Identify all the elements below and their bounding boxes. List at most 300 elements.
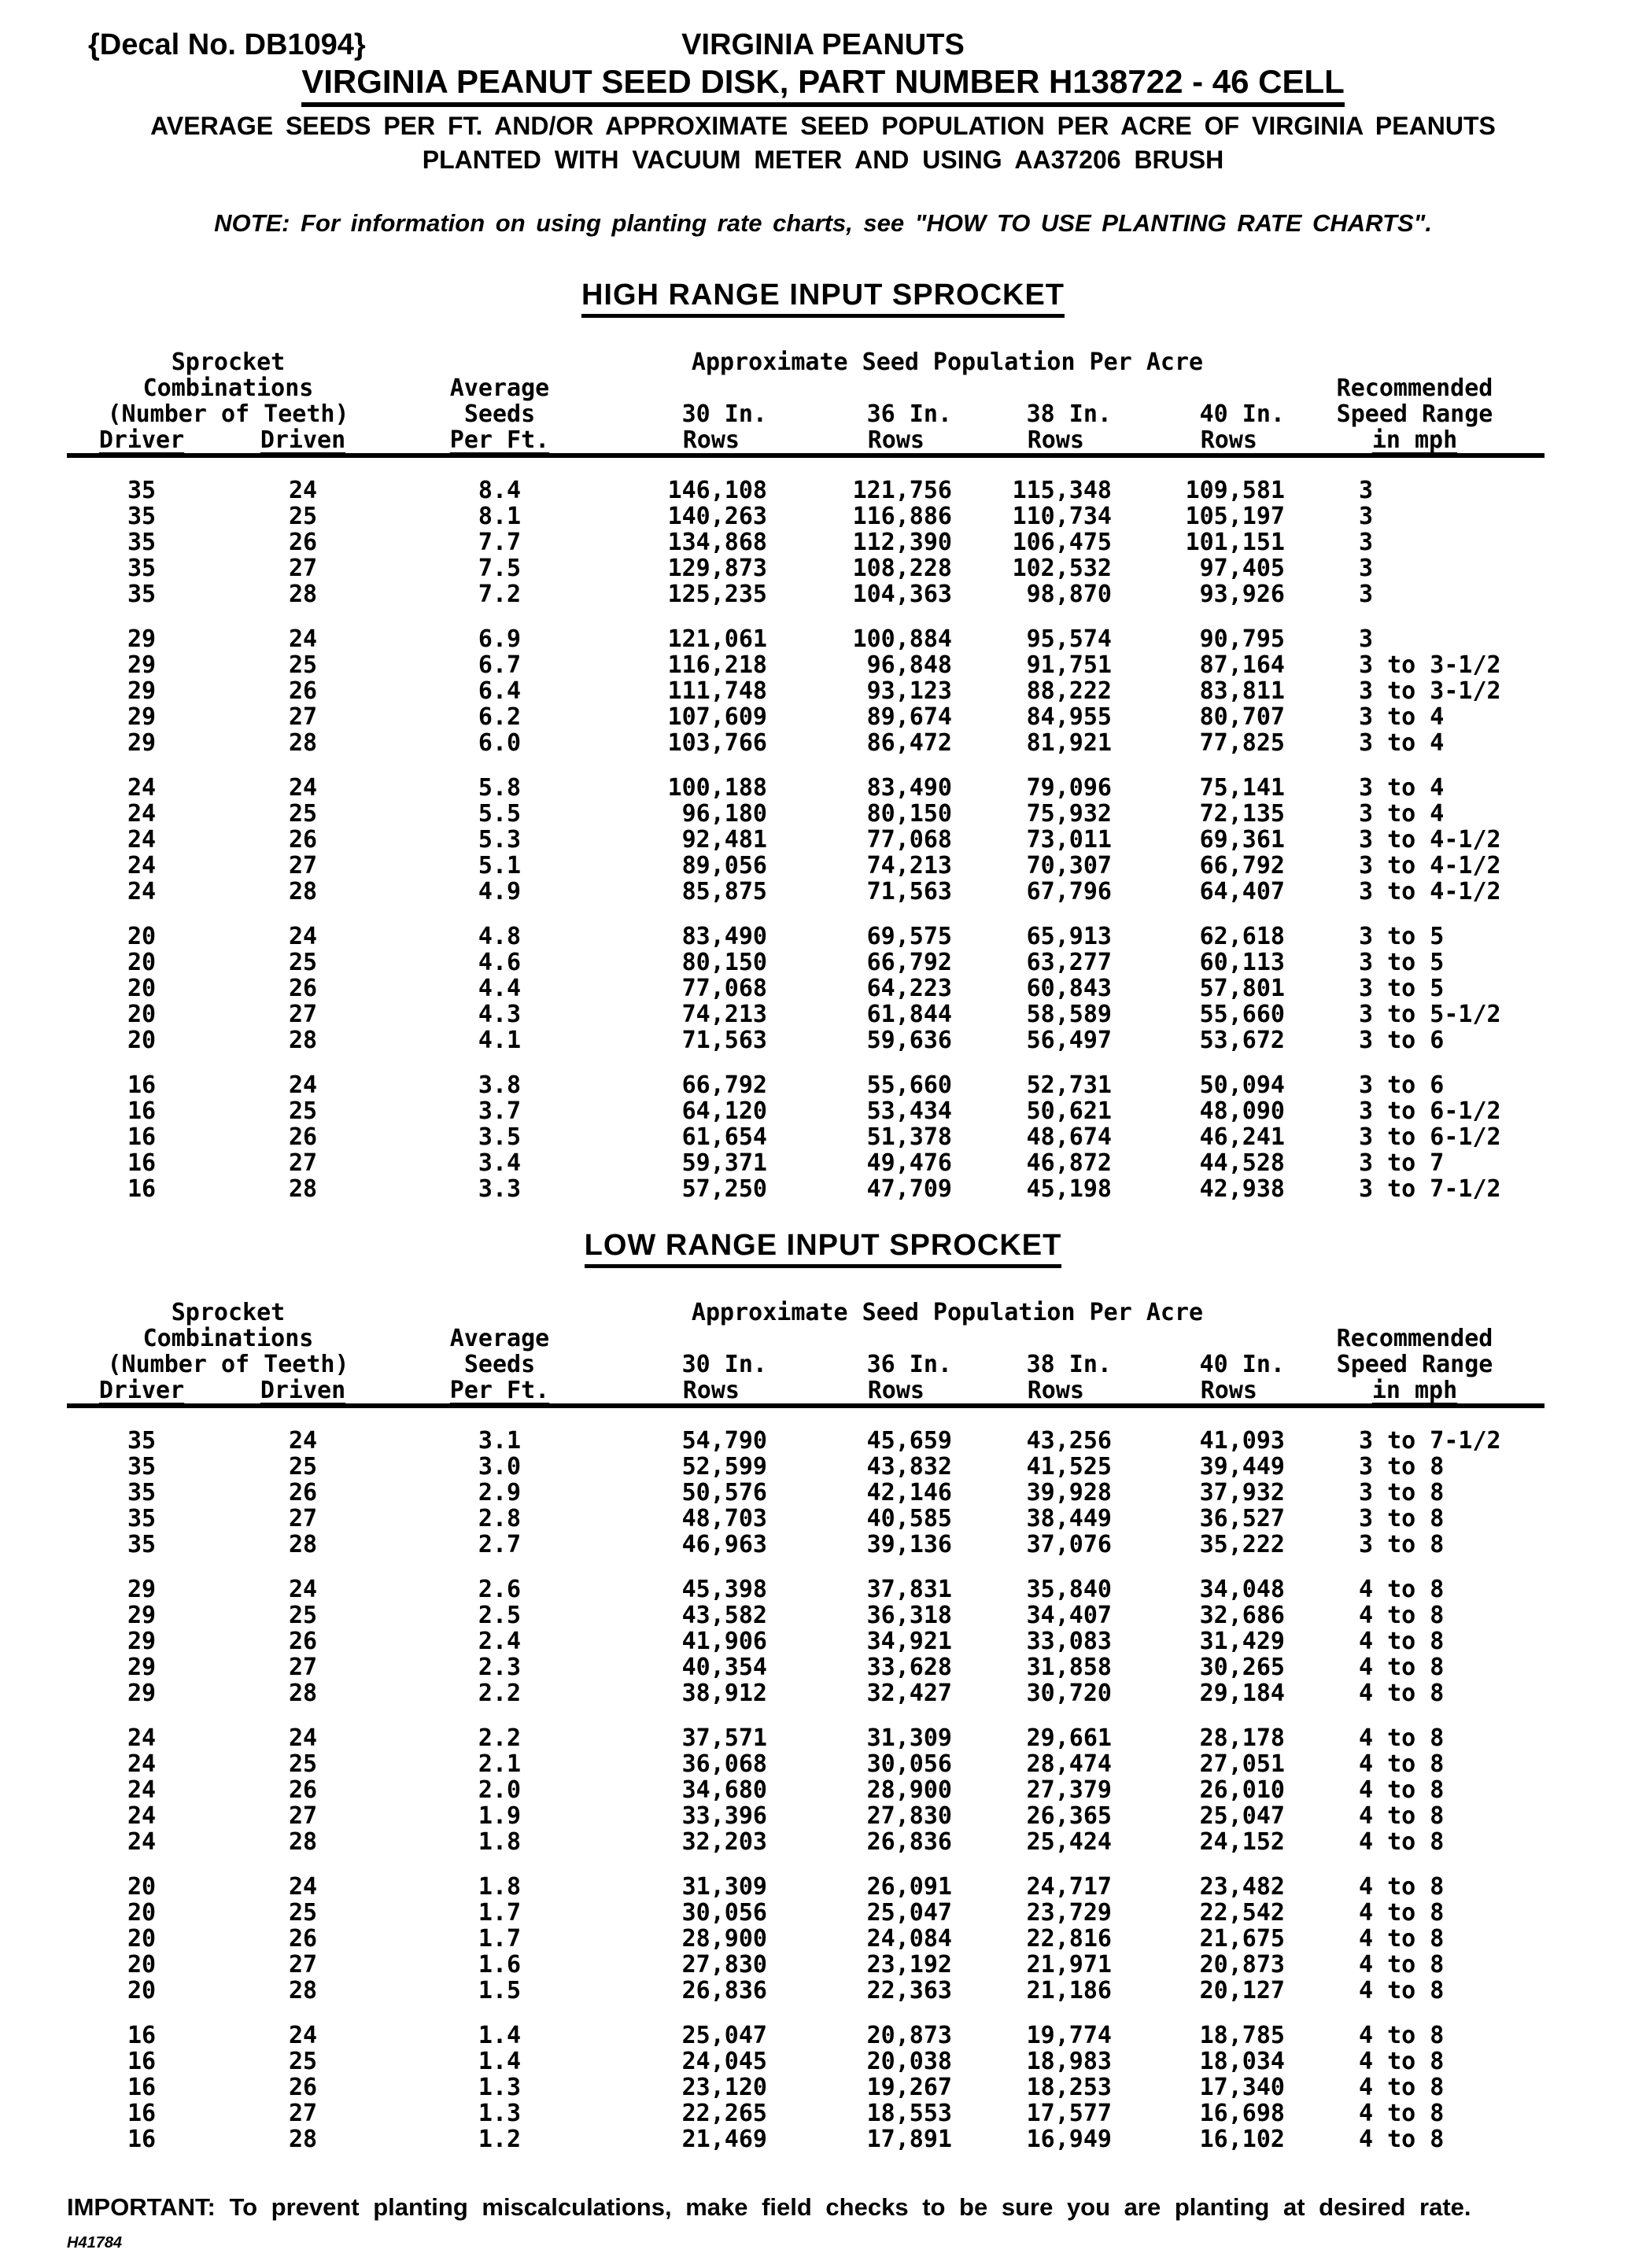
seeds-per-ft-cell: 3.0 [478, 1453, 522, 1481]
seeds-per-ft-cell: 4.4 [478, 975, 522, 1002]
rows-header-40: Rows [1112, 427, 1285, 455]
pop-36in-cell: 31,309 [866, 1724, 952, 1752]
driven-cell: 28 [288, 1680, 318, 1707]
pop-36in-cell: 25,047 [866, 1899, 952, 1927]
pop-38in-cell: 102,532 [1012, 555, 1112, 582]
pop-40in-cell: 80,707 [1199, 703, 1285, 731]
driven-cell: 25 [288, 1453, 318, 1481]
pop-38in-cell: 33,083 [1026, 1628, 1112, 1655]
speed-range-cell: 3 to 3-1/2 [1359, 651, 1501, 679]
pop-30in-cell: 116,218 [667, 651, 767, 679]
block-spacer [67, 455, 1545, 478]
pop-30in-cell: 89,056 [681, 852, 767, 880]
pop-38in-cell: 18,983 [1026, 2048, 1112, 2075]
page-title: VIRGINIA PEANUTS [681, 28, 965, 61]
driver-cell: 24 [127, 1750, 157, 1778]
driver-cell: 16 [127, 2022, 157, 2049]
pop-40in-cell: 87,164 [1199, 651, 1285, 679]
high-range-table-body [67, 455, 1545, 1202]
seeds-per-ft-cell: 1.9 [478, 1802, 522, 1830]
pop-30in-cell: 24,045 [681, 2048, 767, 2075]
population-header: Approximate Seed Population Per Acre [691, 1299, 1204, 1326]
pop-36in-cell: 112,390 [852, 529, 952, 556]
pop-36in-cell: 43,832 [866, 1453, 952, 1481]
speed-range-cell: 4 to 8 [1359, 1628, 1445, 1655]
pop-38in-cell: 110,734 [1012, 503, 1112, 530]
table-row [67, 555, 1545, 581]
pop-38in-cell: 35,840 [1026, 1576, 1112, 1603]
pop-30in-cell: 146,108 [667, 477, 767, 504]
pop-36in-cell: 26,836 [866, 1828, 952, 1856]
seeds-per-ft-cell: 2.4 [478, 1628, 522, 1655]
speed-range-cell: 4 to 8 [1359, 1802, 1445, 1830]
pop-38in-cell: 98,870 [1026, 581, 1112, 608]
driven-cell: 24 [288, 774, 318, 802]
pop-30in-cell: 74,213 [681, 1001, 767, 1028]
driver-cell: 29 [127, 1602, 157, 1629]
pop-30in-cell: 66,792 [681, 1071, 767, 1099]
pop-30in-cell: 37,571 [681, 1724, 767, 1752]
pop-30in-cell: 43,582 [681, 1602, 767, 1629]
pop-38in-cell: 63,277 [1026, 949, 1112, 976]
seeds-per-ft-cell: 2.2 [478, 1724, 522, 1752]
table-row [67, 1124, 1545, 1150]
driver-cell: 35 [127, 1505, 157, 1532]
pop-40in-cell: 30,265 [1199, 1654, 1285, 1681]
speed-range-cell: 3 to 7-1/2 [1359, 1427, 1501, 1455]
seeds-per-ft-cell: 5.8 [478, 774, 522, 802]
driven-cell: 28 [288, 1027, 318, 1054]
seeds-header: Seeds [463, 400, 536, 428]
pop-30in-cell: 50,576 [681, 1479, 767, 1506]
speed-range-cell: 3 to 5-1/2 [1359, 1001, 1501, 1028]
block-spacer [67, 2004, 1545, 2023]
pop-38in-cell: 43,256 [1026, 1427, 1112, 1455]
pop-36in-cell: 77,068 [866, 826, 952, 854]
recommended-header: Recommended [1336, 1325, 1493, 1352]
table-row [67, 1480, 1545, 1506]
pop-38in-cell: 28,474 [1026, 1750, 1112, 1778]
pop-30in-cell: 83,490 [681, 923, 767, 950]
block-spacer [67, 905, 1545, 924]
driven-cell: 28 [288, 729, 318, 757]
speed-range-cell: 4 to 8 [1359, 1977, 1445, 2004]
pop-40in-cell: 39,449 [1199, 1453, 1285, 1481]
pop-30in-cell: 38,912 [681, 1680, 767, 1707]
pop-40in-cell: 72,135 [1199, 800, 1285, 828]
driver-cell: 24 [127, 852, 157, 880]
seeds-per-ft-cell: 1.7 [478, 1899, 522, 1927]
pop-36in-cell: 89,674 [866, 703, 952, 731]
pop-38in-cell: 79,096 [1026, 774, 1112, 802]
col-38in-header: 38 In. [1026, 1351, 1112, 1378]
pop-36in-cell: 26,091 [866, 1873, 952, 1901]
high-range-section-title: HIGH RANGE INPUT SPROCKET [581, 278, 1065, 318]
pop-40in-cell: 48,090 [1199, 1097, 1285, 1125]
driver-cell: 29 [127, 729, 157, 757]
pop-38in-cell: 27,379 [1026, 1776, 1112, 1804]
rows-header-30: Rows [610, 427, 767, 455]
pop-38in-cell: 70,307 [1026, 852, 1112, 880]
col-36in-header: 36 In. [866, 1351, 952, 1378]
pop-30in-cell: 21,469 [681, 2126, 767, 2153]
rows-header-36: Rows [767, 1377, 952, 1406]
driver-header: Driver [67, 1377, 216, 1406]
driven-cell: 26 [288, 975, 318, 1002]
table-row [67, 950, 1545, 975]
speed-range-cell: 4 to 8 [1359, 1873, 1445, 1901]
block-spacer [67, 607, 1545, 626]
speed-range-cell: 4 to 8 [1359, 2048, 1445, 2075]
pop-40in-cell: 57,801 [1199, 975, 1285, 1002]
pop-40in-cell: 37,932 [1199, 1479, 1285, 1506]
pop-38in-cell: 24,717 [1026, 1873, 1112, 1901]
pop-40in-cell: 36,527 [1199, 1505, 1285, 1532]
table-row [67, 503, 1545, 529]
driver-cell: 16 [127, 1097, 157, 1125]
driven-header: Driven [216, 427, 389, 455]
speed-range-header: Speed Range [1336, 400, 1493, 428]
seeds-per-ft-cell: 4.8 [478, 923, 522, 950]
pop-38in-cell: 95,574 [1026, 625, 1112, 653]
pop-36in-cell: 42,146 [866, 1479, 952, 1506]
driver-cell: 35 [127, 555, 157, 582]
pop-30in-cell: 59,371 [681, 1149, 767, 1177]
pop-36in-cell: 17,891 [866, 2126, 952, 2153]
col-36in-header: 36 In. [866, 400, 952, 428]
pop-36in-cell: 80,150 [866, 800, 952, 828]
subtitle-line-2: PLANTED WITH VACUUM METER AND USING AA37206 BRUSH [422, 146, 1224, 174]
driven-cell: 25 [288, 2048, 318, 2075]
pop-30in-cell: 45,398 [681, 1576, 767, 1603]
pop-30in-cell: 54,790 [681, 1427, 767, 1455]
pop-38in-cell: 91,751 [1026, 651, 1112, 679]
pop-38in-cell: 65,913 [1026, 923, 1112, 950]
average-header: Average [449, 374, 550, 402]
mph-header: in mph [1285, 1377, 1545, 1406]
block-spacer [67, 1855, 1545, 1874]
speed-range-cell: 3 [1359, 503, 1374, 530]
pop-38in-cell: 17,577 [1026, 2100, 1112, 2127]
driver-cell: 24 [127, 1724, 157, 1752]
pop-36in-cell: 30,056 [866, 1750, 952, 1778]
speed-range-cell: 3 to 6 [1359, 1027, 1445, 1054]
pop-30in-cell: 36,068 [681, 1750, 767, 1778]
sprocket-header: Sprocket [171, 348, 286, 376]
pop-30in-cell: 23,120 [681, 2074, 767, 2101]
col-38in-header: 38 In. [1026, 400, 1112, 428]
driven-cell: 26 [288, 2074, 318, 2101]
pop-38in-cell: 21,971 [1026, 1951, 1112, 1979]
pop-30in-cell: 46,963 [681, 1531, 767, 1558]
driven-cell: 26 [288, 1479, 318, 1506]
speed-range-cell: 3 to 7 [1359, 1149, 1445, 1177]
block-spacer [67, 1558, 1545, 1577]
pop-38in-cell: 81,921 [1026, 729, 1112, 757]
pop-40in-cell: 44,528 [1199, 1149, 1285, 1177]
table-row [67, 1803, 1545, 1829]
seeds-per-ft-cell: 1.2 [478, 2126, 522, 2153]
seeds-header: Seeds [463, 1351, 536, 1378]
combinations-header: Combinations [142, 374, 314, 402]
pop-40in-cell: 69,361 [1199, 826, 1285, 854]
driver-cell: 35 [127, 1479, 157, 1506]
driver-cell: 24 [127, 826, 157, 854]
speed-range-cell: 4 to 8 [1359, 1680, 1445, 1707]
driven-cell: 25 [288, 800, 318, 828]
block-spacer [67, 756, 1545, 775]
pop-30in-cell: 96,180 [681, 800, 767, 828]
driver-cell: 16 [127, 2100, 157, 2127]
driven-cell: 26 [288, 1925, 318, 1953]
pop-38in-cell: 18,253 [1026, 2074, 1112, 2101]
speed-range-cell: 4 to 8 [1359, 2100, 1445, 2127]
speed-range-cell: 3 to 4-1/2 [1359, 826, 1501, 854]
pop-36in-cell: 53,434 [866, 1097, 952, 1125]
pop-38in-cell: 29,661 [1026, 1724, 1112, 1752]
driver-cell: 35 [127, 503, 157, 530]
speed-range-cell: 4 to 8 [1359, 1951, 1445, 1979]
pop-30in-cell: 80,150 [681, 949, 767, 976]
seeds-per-ft-cell: 4.9 [478, 878, 522, 905]
seeds-per-ft-cell: 2.5 [478, 1602, 522, 1629]
seeds-per-ft-cell: 6.2 [478, 703, 522, 731]
note-text: NOTE: For information on using planting rate charts, see "HOW TO USE PLANTING RATE CHARTS". [214, 209, 1432, 237]
seeds-per-ft-cell: 3.5 [478, 1123, 522, 1151]
col-30in-header: 30 In. [681, 400, 767, 428]
per-ft-header: Per Ft. [389, 427, 610, 455]
driven-cell: 27 [288, 2100, 318, 2127]
driver-cell: 35 [127, 1427, 157, 1455]
driven-cell: 28 [288, 2126, 318, 2153]
driver-cell: 29 [127, 703, 157, 731]
population-header: Approximate Seed Population Per Acre [691, 348, 1204, 376]
driven-cell: 25 [288, 503, 318, 530]
driver-cell: 24 [127, 800, 157, 828]
speed-range-cell: 3 to 7-1/2 [1359, 1175, 1501, 1203]
pop-38in-cell: 56,497 [1026, 1027, 1112, 1054]
pop-40in-cell: 62,618 [1199, 923, 1285, 950]
driven-cell: 25 [288, 651, 318, 679]
driver-cell: 24 [127, 1802, 157, 1830]
pop-36in-cell: 93,123 [866, 677, 952, 705]
per-ft-header: Per Ft. [389, 1377, 610, 1406]
table-row [67, 1454, 1545, 1480]
pop-36in-cell: 37,831 [866, 1576, 952, 1603]
table-row [67, 879, 1545, 905]
pop-36in-cell: 64,223 [866, 975, 952, 1002]
seeds-per-ft-cell: 2.1 [478, 1750, 522, 1778]
driver-cell: 16 [127, 1123, 157, 1151]
pop-40in-cell: 20,873 [1199, 1951, 1285, 1979]
pop-40in-cell: 34,048 [1199, 1576, 1285, 1603]
seeds-per-ft-cell: 2.7 [478, 1531, 522, 1558]
pop-36in-cell: 34,921 [866, 1628, 952, 1655]
pop-40in-cell: 41,093 [1199, 1427, 1285, 1455]
seeds-per-ft-cell: 1.4 [478, 2022, 522, 2049]
pop-30in-cell: 33,396 [681, 1802, 767, 1830]
block-spacer [67, 1053, 1545, 1072]
pop-36in-cell: 45,659 [866, 1427, 952, 1455]
driver-cell: 29 [127, 651, 157, 679]
pop-30in-cell: 25,047 [681, 2022, 767, 2049]
pop-40in-cell: 90,795 [1199, 625, 1285, 653]
driven-cell: 27 [288, 852, 318, 880]
pop-30in-cell: 34,680 [681, 1776, 767, 1804]
seeds-per-ft-cell: 7.7 [478, 529, 522, 556]
pop-40in-cell: 29,184 [1199, 1680, 1285, 1707]
table-row [67, 1680, 1545, 1706]
document-header [0, 28, 1646, 63]
driver-cell: 35 [127, 1531, 157, 1558]
driven-cell: 26 [288, 529, 318, 556]
driver-cell: 24 [127, 1776, 157, 1804]
subtitle-line-1: AVERAGE SEEDS PER FT. AND/OR APPROXIMATE SEED POPULATION PER ACRE OF VIRGINIA PEANUTS [150, 112, 1496, 140]
pop-40in-cell: 26,010 [1199, 1776, 1285, 1804]
speed-range-cell: 3 [1359, 555, 1374, 582]
pop-40in-cell: 64,407 [1199, 878, 1285, 905]
driven-cell: 27 [288, 703, 318, 731]
block-spacer [67, 1706, 1545, 1725]
high-range-table [67, 349, 1545, 1202]
table-row [67, 1777, 1545, 1803]
table-row [67, 1751, 1545, 1777]
pop-36in-cell: 55,660 [866, 1071, 952, 1099]
driven-cell: 24 [288, 1873, 318, 1901]
seeds-per-ft-cell: 3.1 [478, 1427, 522, 1455]
pop-36in-cell: 71,563 [866, 878, 952, 905]
pop-30in-cell: 57,250 [681, 1175, 767, 1203]
driven-cell: 27 [288, 1149, 318, 1177]
driven-cell: 26 [288, 677, 318, 705]
driver-cell: 20 [127, 1951, 157, 1979]
driver-cell: 20 [127, 923, 157, 950]
col-40in-header: 40 In. [1199, 1351, 1285, 1378]
table-row [67, 1628, 1545, 1654]
pop-38in-cell: 106,475 [1012, 529, 1112, 556]
driven-cell: 28 [288, 581, 318, 608]
seeds-per-ft-cell: 7.2 [478, 581, 522, 608]
pop-40in-cell: 16,698 [1199, 2100, 1285, 2127]
pop-30in-cell: 28,900 [681, 1925, 767, 1953]
pop-30in-cell: 77,068 [681, 975, 767, 1002]
speed-range-cell: 3 to 4-1/2 [1359, 878, 1501, 905]
driven-cell: 24 [288, 1071, 318, 1099]
table-row [67, 1874, 1545, 1900]
driven-cell: 28 [288, 1175, 318, 1203]
seeds-per-ft-cell: 1.6 [478, 1951, 522, 1979]
pop-36in-cell: 32,427 [866, 1680, 952, 1707]
pop-36in-cell: 36,318 [866, 1602, 952, 1629]
table-row [67, 1506, 1545, 1532]
speed-range-cell: 3 to 4 [1359, 703, 1445, 731]
seeds-per-ft-cell: 3.7 [478, 1097, 522, 1125]
seeds-per-ft-cell: 2.6 [478, 1576, 522, 1603]
pop-38in-cell: 84,955 [1026, 703, 1112, 731]
low-range-table-header [67, 1300, 1545, 1406]
pop-40in-cell: 109,581 [1185, 477, 1285, 504]
sprocket-header: Sprocket [171, 1299, 286, 1326]
pop-38in-cell: 31,858 [1026, 1654, 1112, 1681]
seeds-per-ft-cell: 2.2 [478, 1680, 522, 1707]
speed-range-cell: 3 to 5 [1359, 975, 1445, 1002]
pop-38in-cell: 38,449 [1026, 1505, 1112, 1532]
table-row [67, 924, 1545, 950]
pop-38in-cell: 16,949 [1026, 2126, 1112, 2153]
pop-40in-cell: 42,938 [1199, 1175, 1285, 1203]
table-row [67, 2049, 1545, 2074]
pop-36in-cell: 96,848 [866, 651, 952, 679]
driven-cell: 26 [288, 826, 318, 854]
pop-30in-cell: 61,654 [681, 1123, 767, 1151]
pop-38in-cell: 50,621 [1026, 1097, 1112, 1125]
pop-38in-cell: 39,928 [1026, 1479, 1112, 1506]
seeds-per-ft-cell: 1.8 [478, 1873, 522, 1901]
pop-36in-cell: 20,873 [866, 2022, 952, 2049]
seeds-per-ft-cell: 5.3 [478, 826, 522, 854]
combinations-header: Combinations [142, 1325, 314, 1352]
pop-36in-cell: 33,628 [866, 1654, 952, 1681]
seeds-per-ft-cell: 2.3 [478, 1654, 522, 1681]
driver-cell: 20 [127, 1873, 157, 1901]
driven-cell: 26 [288, 1628, 318, 1655]
block-spacer [67, 1406, 1545, 1428]
seeds-per-ft-cell: 6.4 [478, 677, 522, 705]
driven-cell: 25 [288, 1899, 318, 1927]
driven-cell: 26 [288, 1123, 318, 1151]
seeds-per-ft-cell: 4.1 [478, 1027, 522, 1054]
speed-range-cell: 4 to 8 [1359, 1576, 1445, 1603]
driver-cell: 16 [127, 2074, 157, 2101]
seeds-per-ft-cell: 1.8 [478, 1828, 522, 1856]
pop-36in-cell: 47,709 [866, 1175, 952, 1203]
driver-cell: 20 [127, 975, 157, 1002]
table-row [67, 2100, 1545, 2126]
pop-38in-cell: 22,816 [1026, 1925, 1112, 1953]
speed-range-cell: 3 [1359, 529, 1374, 556]
seeds-per-ft-cell: 6.0 [478, 729, 522, 757]
pop-30in-cell: 22,265 [681, 2100, 767, 2127]
seeds-per-ft-cell: 1.3 [478, 2100, 522, 2127]
pop-30in-cell: 107,609 [667, 703, 767, 731]
table-row [67, 1725, 1545, 1751]
speed-range-cell: 4 to 8 [1359, 1750, 1445, 1778]
pop-40in-cell: 50,094 [1199, 1071, 1285, 1099]
pop-40in-cell: 18,785 [1199, 2022, 1285, 2049]
pop-36in-cell: 86,472 [866, 729, 952, 757]
pop-30in-cell: 27,830 [681, 1951, 767, 1979]
table-row [67, 1027, 1545, 1053]
seeds-per-ft-cell: 1.7 [478, 1925, 522, 1953]
seeds-per-ft-cell: 2.0 [478, 1776, 522, 1804]
seeds-per-ft-cell: 1.4 [478, 2048, 522, 2075]
pop-30in-cell: 85,875 [681, 878, 767, 905]
pop-36in-cell: 51,378 [866, 1123, 952, 1151]
driven-cell: 24 [288, 625, 318, 653]
table-row [67, 1532, 1545, 1558]
table-row [67, 853, 1545, 879]
seeds-per-ft-cell: 5.1 [478, 852, 522, 880]
speed-range-header: Speed Range [1336, 1351, 1493, 1378]
driver-cell: 24 [127, 1828, 157, 1856]
seeds-per-ft-cell: 3.8 [478, 1071, 522, 1099]
pop-40in-cell: 60,113 [1199, 949, 1285, 976]
table-row [67, 581, 1545, 607]
pop-36in-cell: 28,900 [866, 1776, 952, 1804]
pop-38in-cell: 23,729 [1026, 1899, 1112, 1927]
pop-36in-cell: 20,038 [866, 2048, 952, 2075]
pop-36in-cell: 108,228 [852, 555, 952, 582]
